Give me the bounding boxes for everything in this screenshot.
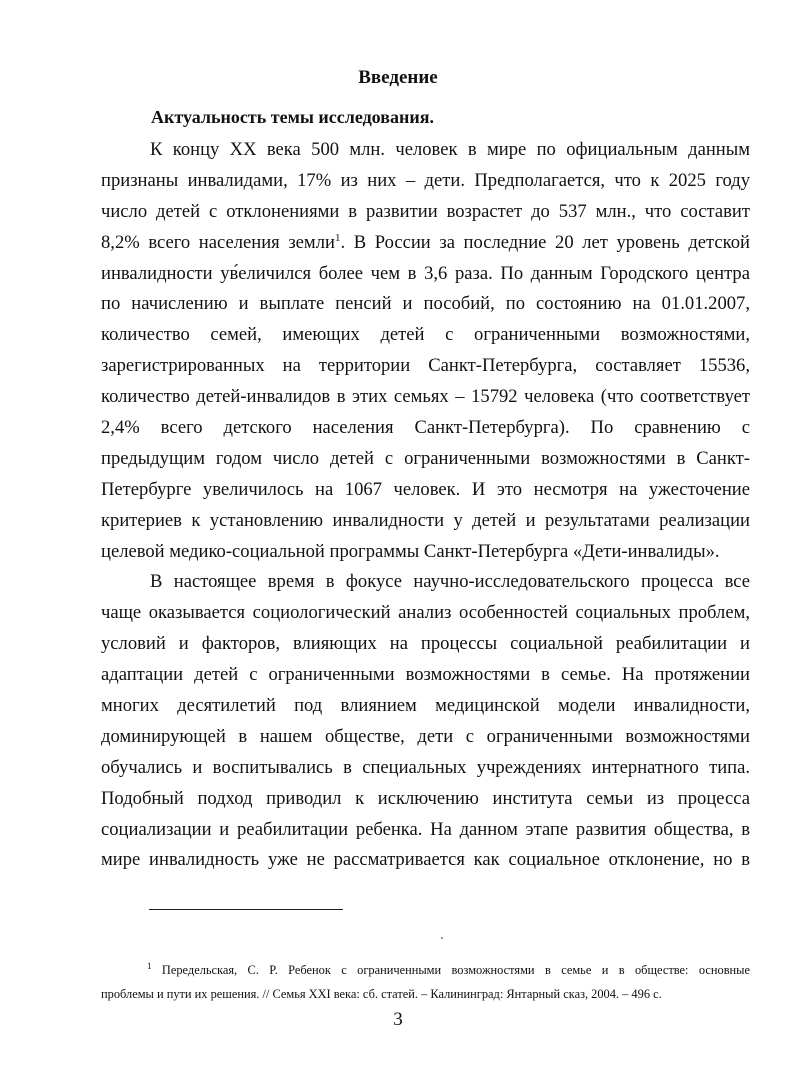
paragraph-1-line-2: признаны инвалидами, 17% из них – дети. Предполагается, что к 2025 году: [101, 169, 750, 191]
accented-letter: е ́: [238, 263, 246, 284]
paragraph-2-line-3: условий и факторов, влияющих на процессы социальной реабилитации и: [101, 633, 750, 655]
paragraph-1-line-1: К концу XX века 500 млн. человек в мире по официальным данным: [150, 139, 750, 160]
paragraph-1-line-8: зарегистрированных на территории Санкт-Петербурга, составляет 15536,: [101, 355, 750, 377]
paragraph-1-line-5: [101, 259, 750, 290]
paragraph-1-line-11: предыдущим годом число детей с ограниченными возможностями в Санкт-: [101, 447, 750, 469]
line-4-text-a: 8,2% всего населения земли: [101, 231, 335, 253]
paragraph-2-line-8: Подобный подход приводил к исключению института семьи из процесса: [101, 787, 750, 809]
paragraph-1-line-10: 2,4% всего детского населения Санкт-Петербурга). По сравнению с: [101, 417, 750, 439]
paragraph-1-line-9: количество детей-инвалидов в этих семьях – 15792 человека (что соответствует: [101, 386, 750, 408]
footnote-marker: 1: [147, 960, 152, 971]
footnote-text-1: Передельская, С. Р. Ребенок с ограниченными возможностями в семье и в обществе: основные: [161, 963, 750, 977]
footnote-line-2: проблемы и пути их решения. // Семья XXI века: сб. статей. – Калининград: Янтарный сказ, 2004. – 496 с.: [101, 987, 662, 1001]
paragraph-1-line-3: число детей с отклонениями в развитии возрастет до 537 млн., что составит: [101, 200, 750, 222]
paragraph-2-line-5: многих десятилетий под влиянием медицинской модели инвалидности,: [101, 695, 750, 717]
paragraph-2-line-4: адаптации детей с ограниченными возможностями в семье. На протяжении: [101, 664, 750, 686]
paragraph-1-line-6: по начислению и выплате пенсий и пособий, по состоянию на 01.01.2007,: [101, 293, 750, 315]
paragraph-1-line-12: Петербурге увеличилось на 1067 человек. И это несмотря на ужесточение: [101, 478, 750, 500]
paragraph-1-line-4: [101, 228, 750, 259]
line-4-text-b: . В России за последние 20 лет уровень детской: [340, 231, 750, 253]
body-text: [101, 135, 750, 876]
footnote-reference: 1: [334, 231, 341, 244]
scan-speck: [441, 937, 443, 939]
page-number: 3: [393, 1009, 403, 1030]
paragraph-2-line-7: обучались и воспитывались в специальных учреждениях интернатного типа.: [101, 756, 750, 778]
paragraph-1-line-13: критериев к установлению инвалидности у детей и результатами реализации: [101, 509, 750, 531]
footnote-divider: [149, 909, 343, 910]
line-5-text-a: инвалидности ув: [101, 262, 239, 284]
paragraph-2-line-6: доминирующей в нашем обществе, дети с ограниченными возможностями: [101, 725, 750, 747]
section-subheading: Актуальность темы исследования.: [151, 107, 434, 127]
footnote-line-1: [101, 958, 750, 982]
paragraph-2-line-2: чаще оказывается социологический анализ особенностей социальных проблем,: [101, 602, 750, 624]
paragraph-2-line-10: мире инвалидность уже не рассматривается как социальное отклонение, но в: [101, 849, 750, 871]
paragraph-2-line-9: социализации и реабилитации ребенка. На данном этапе развития общества, в: [101, 818, 750, 840]
footnote: [101, 958, 750, 1006]
paragraph-2-line-1: В настоящее время в фокусе научно-исследовательского процесса все: [150, 571, 750, 593]
paragraph-1-line-7: количество семей, имеющих детей с ограниченными возможностями,: [101, 324, 750, 346]
line-5-text-b: личился более чем в 3,6 раза. По данным Городского центра: [246, 262, 750, 284]
page-title: Введение: [358, 67, 438, 88]
paragraph-1-line-14: целевой медико-социальной программы Санкт-Петербурга «Дети-инвалиды».: [101, 540, 720, 562]
